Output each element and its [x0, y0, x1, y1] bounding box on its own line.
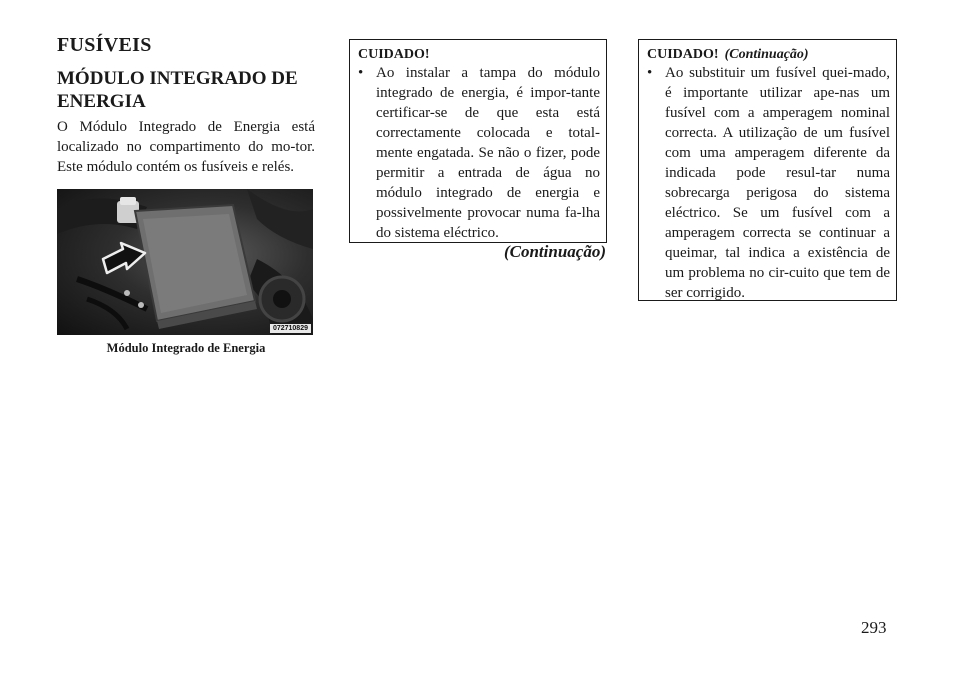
bullet-icon: • [647, 65, 653, 81]
page-number: 293 [861, 618, 887, 637]
caution-text: Ao substituir um fusível quei-mado, é importante utilizar ape-nas um fusível com a amperagem nominal correcta. A utilização de um fusível com uma amperagem diferente da indicada pode resul-tar numa sobrecarga perigosa do sistema eléctrico. Se um fusível com a amperagem correcta se continuar a queimar, tal indica a existência de um problema no cir-cuito que tem de ser corrigido. [665, 65, 890, 301]
caution-box-2 [638, 39, 897, 301]
bullet-icon: • [358, 65, 364, 81]
caution-box-1 [349, 39, 607, 243]
section-title: FUSÍVEIS [57, 34, 152, 56]
caution-title-continued: CUIDADO! (Continuação) [647, 47, 809, 62]
caution-list [358, 63, 600, 243]
figure-code: 072710829 [270, 324, 311, 333]
caution-item [358, 63, 600, 243]
subsection-title: MÓDULO INTEGRADO DE ENERGIA [57, 68, 298, 112]
engine-photo-illustration [57, 189, 313, 335]
caution-title: CUIDADO! [358, 47, 430, 62]
continued-label: (Continuação) [503, 242, 606, 261]
caution-text: Ao instalar a tampa do módulo integrado de energia, é impor-tante certificar-se de que esta está correctamente colocada e total-mente engatada. Se não o fizer, pode permitir a entrada de água no módulo integrado de energia e possivelmente provocar numa fa-lha do sistema eléctrico. [376, 65, 600, 241]
left-column [57, 34, 315, 356]
arrow-icon [103, 243, 145, 273]
caution-item [647, 63, 890, 303]
caution-list [647, 63, 890, 303]
figure-caption: Módulo Integrado de Energia [106, 341, 266, 355]
engine-compartment-photo [57, 189, 313, 335]
continued-marker: (Continuação) [724, 47, 809, 62]
intro-paragraph: O Módulo Integrado de Energia está localizado no compartimento do mo-tor. Este módulo contém os fusíveis e relés. [57, 119, 315, 175]
